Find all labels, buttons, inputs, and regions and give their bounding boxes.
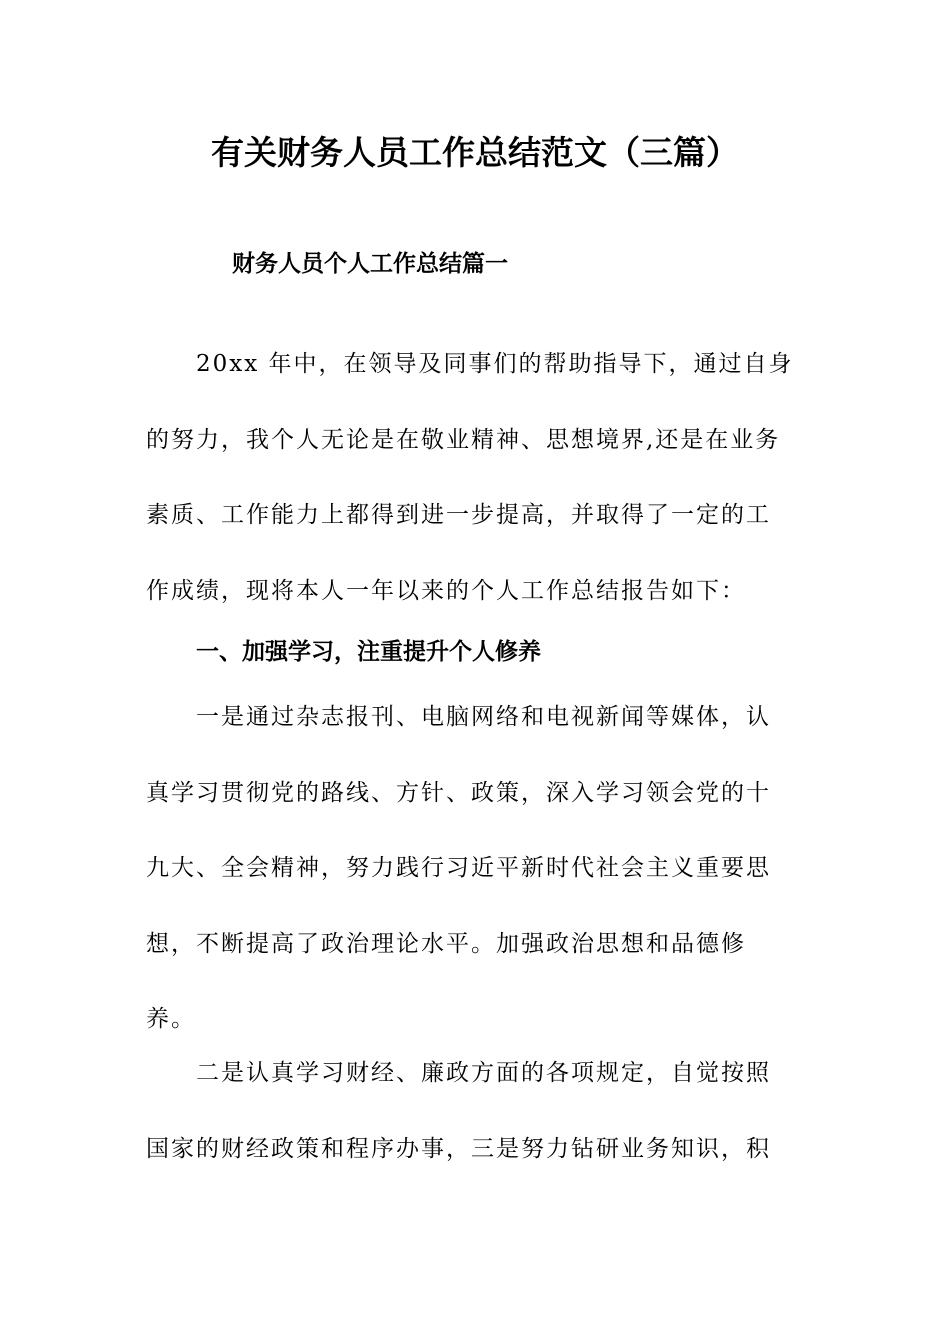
paragraph-line: 国家的财经政策和程序办事，三是努力钻研业务知识，积	[146, 1135, 771, 1162]
paragraph-second-point	[146, 1036, 806, 1187]
paragraph-line: 九大、全会精神，努力践行习近平新时代社会主义重要思	[146, 855, 771, 881]
paragraph-intro	[146, 327, 806, 629]
section-heading: 一、加强学习，注重提升个人修养	[196, 639, 541, 665]
paragraph-line: 20xx 年中，在领导及同事们的帮助指导下，通过自身	[196, 351, 794, 377]
paragraph-line: 真学习贯彻党的路线、方针、政策，深入学习领会党的十	[146, 779, 771, 806]
paragraph-first-point	[146, 680, 806, 1058]
paragraph-line: 想，不断提高了政治理论水平。加强政治思想和品德修	[146, 930, 746, 957]
document-title: 有关财务人员工作总结范文（三篇）	[211, 133, 739, 172]
paragraph-line: 素质、工作能力上都得到进一步提高，并取得了一定的工	[146, 502, 771, 528]
paragraph-line: 养。	[146, 1006, 196, 1032]
paragraph-line: 的努力，我个人无论是在敬业精神、思想境界,还是在业务	[146, 426, 781, 453]
paragraph-line: 一是通过杂志报刊、电脑网络和电视新闻等媒体，认	[196, 704, 771, 730]
document-subtitle: 财务人员个人工作总结篇一	[232, 251, 508, 277]
paragraph-line: 二是认真学习财经、廉政方面的各项规定，自觉按照	[196, 1060, 771, 1086]
paragraph-line: 作成绩，现将本人一年以来的个人工作总结报告如下：	[146, 577, 746, 604]
